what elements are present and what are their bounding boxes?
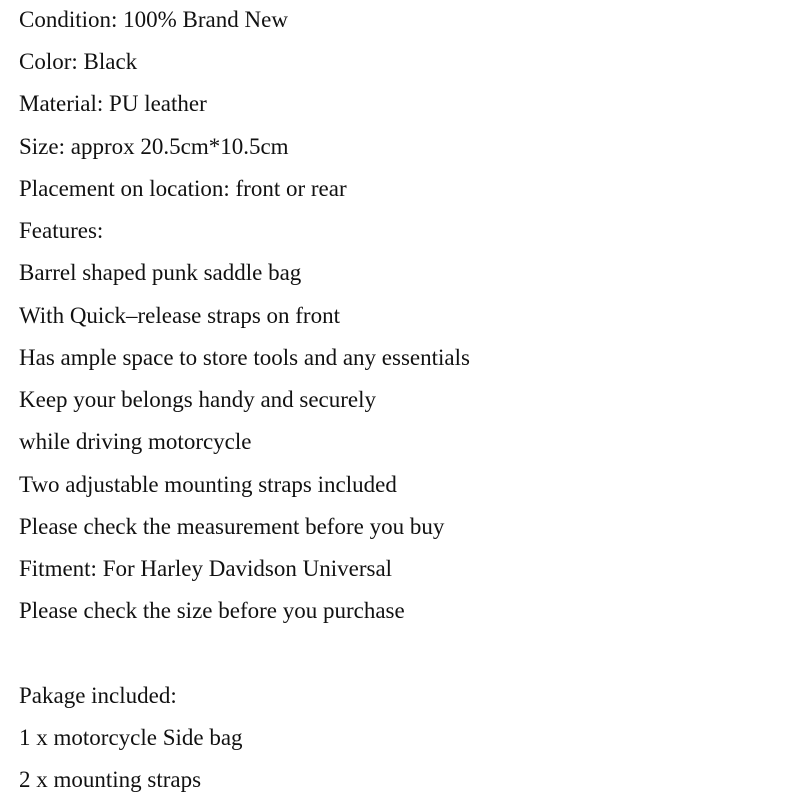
color-line: Color: Black <box>19 49 138 74</box>
feature-item: Has ample space to store tools and any essentials <box>19 345 470 370</box>
package-heading: Pakage included: <box>19 683 177 708</box>
feature-item: With Quick–release straps on front <box>19 303 340 328</box>
placement-line: Placement on location: front or rear <box>19 176 347 201</box>
features-heading: Features: <box>19 218 104 243</box>
material-line: Material: PU leather <box>19 91 207 116</box>
condition-line: Condition: 100% Brand New <box>19 7 288 32</box>
feature-item: while driving motorcycle <box>19 429 252 454</box>
size-line: Size: approx 20.5cm*10.5cm <box>19 134 289 159</box>
size-note: Please check the size before you purchase <box>19 598 405 623</box>
fitment-line: Fitment: For Harley Davidson Universal <box>19 556 393 581</box>
measurement-note: Please check the measurement before you buy <box>19 514 445 539</box>
feature-item: Barrel shaped punk saddle bag <box>19 260 302 285</box>
feature-item: Keep your belongs handy and securely <box>19 387 377 412</box>
package-item: 2 x mounting straps <box>19 767 202 792</box>
package-item: 1 x motorcycle Side bag <box>19 725 243 750</box>
feature-item: Two adjustable mounting straps included <box>19 472 397 497</box>
